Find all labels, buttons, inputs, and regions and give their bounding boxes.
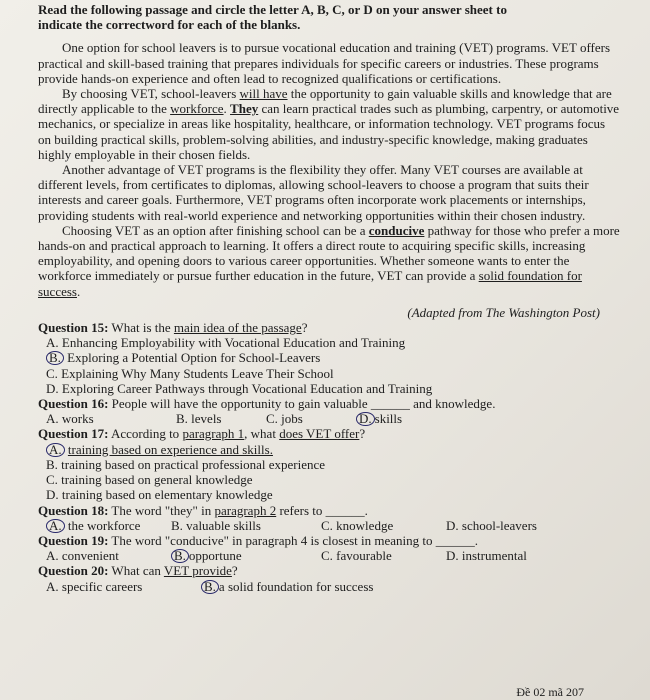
q17-stem-a: According to	[108, 426, 183, 442]
q17-stem-b: , what	[244, 426, 280, 442]
q20-stem-b: ?	[231, 563, 238, 579]
question-20-number: Question 20:	[38, 563, 109, 579]
paragraph-2	[38, 86, 620, 162]
option-b-text: Exploring a Potential Option for School-Leavers	[67, 350, 321, 366]
option-d[interactable]	[356, 411, 402, 426]
question-18-stem	[38, 503, 620, 518]
paragraph-3: Another advantage of VET programs is the flexibility they offer. Many VET courses are available at different levels, from certificates to diplomas, allowing school-leavers to choose a program that suits their interests and career goals. Furthermore, VET programs often incorporate work placements or internships, providing students with real-world experience and networking opportunities within their chosen industry.	[38, 162, 589, 223]
question-18-number: Question 18:	[38, 502, 109, 518]
q20-stem-underlined: VET provide	[163, 563, 232, 579]
option-d[interactable]: D. Exploring Career Pathways through Vocational Education and Training	[46, 380, 433, 396]
paragraph-4	[38, 223, 620, 299]
option-a[interactable]: A. convenient	[46, 548, 119, 564]
question-15-stem	[38, 320, 620, 335]
question-16	[38, 396, 620, 426]
circled-answer-mark: D.	[356, 412, 375, 426]
underlined-workforce: workforce	[170, 101, 224, 117]
option-b[interactable]: B. levels	[176, 411, 222, 427]
option-d[interactable]: D. instrumental	[446, 548, 527, 564]
underlined-they: They	[230, 101, 259, 117]
option-b[interactable]: B. training based on practical professional experience	[46, 456, 326, 472]
p2-text-d: can learn practical trades such as plumbing, carpentry, or automotive mechanics, or specialize in areas like hospitality, healthcare, or information technology. VET programs focus on building practical skills, problem-solving abilities, and industry-specific knowledge, making graduates highly employable in their chosen fields.	[38, 101, 620, 162]
q15-stem-a: What is the	[108, 320, 174, 336]
option-b-text: opportune	[188, 548, 242, 564]
q17-stem-c: ?	[359, 426, 366, 442]
option-b-text: a solid foundation for success	[218, 578, 374, 594]
circled-answer-mark: B.	[46, 351, 64, 365]
question-20-stem	[38, 563, 620, 578]
option-c[interactable]: C. knowledge	[321, 517, 394, 533]
question-15-number: Question 15:	[38, 320, 109, 336]
source-citation: (Adapted from The Washington Post)	[407, 304, 600, 320]
question-15	[38, 320, 620, 396]
q18-stem-a: The word "they" in	[108, 502, 215, 518]
option-a[interactable]	[46, 518, 171, 533]
question-16-stem	[38, 396, 620, 411]
instructions-line-2: indicate the correctword for each of the blanks.	[38, 17, 301, 33]
option-d[interactable]: D. school-leavers	[446, 517, 537, 533]
p4-text-a: Choosing VET as an option after finishing school can be a	[62, 222, 369, 238]
q20-stem-a: What can	[108, 563, 164, 579]
option-c[interactable]: C. favourable	[321, 548, 392, 564]
option-d[interactable]: D. training based on elementary knowledge	[46, 487, 273, 503]
reading-passage	[38, 40, 620, 298]
question-18-options	[38, 518, 620, 533]
circled-answer-mark: B.	[171, 549, 189, 563]
q17-stem-underlined-2: does VET offer	[279, 426, 360, 442]
option-a-text: the workforce	[67, 517, 141, 533]
question-17-number: Question 17:	[38, 426, 109, 442]
underlined-conducive: conducive	[368, 222, 425, 238]
q17-stem-underlined-1: paragraph 1	[182, 426, 245, 442]
question-16-number: Question 16:	[38, 396, 109, 412]
option-a[interactable]	[38, 442, 620, 457]
q19-stem-text: The word "conducive" in paragraph 4 is closest in meaning to ______.	[108, 532, 479, 548]
option-b[interactable]	[38, 350, 620, 365]
p2-text-a: By choosing VET, school-leavers	[62, 86, 240, 102]
option-b[interactable]: B. valuable skills	[171, 517, 261, 533]
q15-stem-underlined: main idea of the passage	[173, 320, 302, 336]
question-18	[38, 503, 620, 533]
question-20-options	[38, 579, 620, 594]
paragraph-1: One option for school leavers is to pursue vocational education and training (VET) programs. VET offers practical and skill-based training that prepares individuals for specific careers or industries. These programs provide hands-on experience and often lead to recognized qualifications or certifications.	[38, 40, 611, 86]
p4-text-b: pathway for those who prefer a more hands-on and practical approach to learning. It offers a direct route to acquiring specific skills, increasing employability, and opening doors to various career opportunities. Whether someone wants to enter the workforce immediately or pursue further education in the future, VET can provide a	[38, 222, 620, 284]
circled-answer-mark: B.	[201, 580, 219, 594]
circled-answer-mark: A.	[46, 443, 65, 457]
option-c[interactable]: C. training based on general knowledge	[46, 472, 253, 488]
q18-stem-underlined: paragraph 2	[214, 502, 277, 518]
p4-text-c: .	[77, 283, 81, 299]
instructions-line-1: Read the following passage and circle the letter A, B, C, or D on your answer sheet to	[38, 2, 507, 17]
underlined-will-have: will have	[239, 86, 288, 102]
option-c[interactable]: C. Explaining Why Many Students Leave Their School	[46, 365, 334, 381]
q18-stem-b: refers to ______.	[276, 502, 368, 518]
question-19-stem	[38, 533, 620, 548]
option-b[interactable]	[201, 579, 373, 594]
circled-answer-mark: A.	[46, 519, 65, 533]
option-a-text: training based on experience and skills.	[67, 441, 273, 457]
option-b[interactable]	[171, 548, 321, 563]
p2-text-b: the opportunity to gain valuable skills and knowledge that are directly applicable to the	[38, 86, 612, 117]
p2-text-c: .	[223, 101, 231, 117]
underlined-solid-foundation: solid foundation for success	[38, 268, 582, 299]
question-19	[38, 533, 620, 563]
exam-code-footer: Đề 02 mã 207	[516, 684, 584, 699]
question-16-options	[38, 411, 620, 426]
q16-stem-text: People will have the opportunity to gain valuable ______ and knowledge.	[108, 396, 496, 412]
question-17-stem	[38, 426, 620, 441]
option-c[interactable]: C. jobs	[266, 411, 303, 427]
question-15-options	[38, 335, 620, 396]
option-d-text: skills	[374, 411, 403, 427]
option-a[interactable]: A. works	[46, 411, 94, 427]
question-19-number: Question 19:	[38, 532, 109, 548]
q15-stem-b: ?	[301, 320, 308, 336]
question-17-options	[38, 442, 620, 503]
option-a[interactable]: A. specific careers	[46, 578, 143, 594]
question-19-options	[38, 548, 620, 563]
question-17	[38, 426, 620, 502]
instructions	[38, 2, 620, 32]
option-a[interactable]: A. Enhancing Employability with Vocational Education and Training	[46, 335, 406, 351]
question-20	[38, 563, 620, 593]
